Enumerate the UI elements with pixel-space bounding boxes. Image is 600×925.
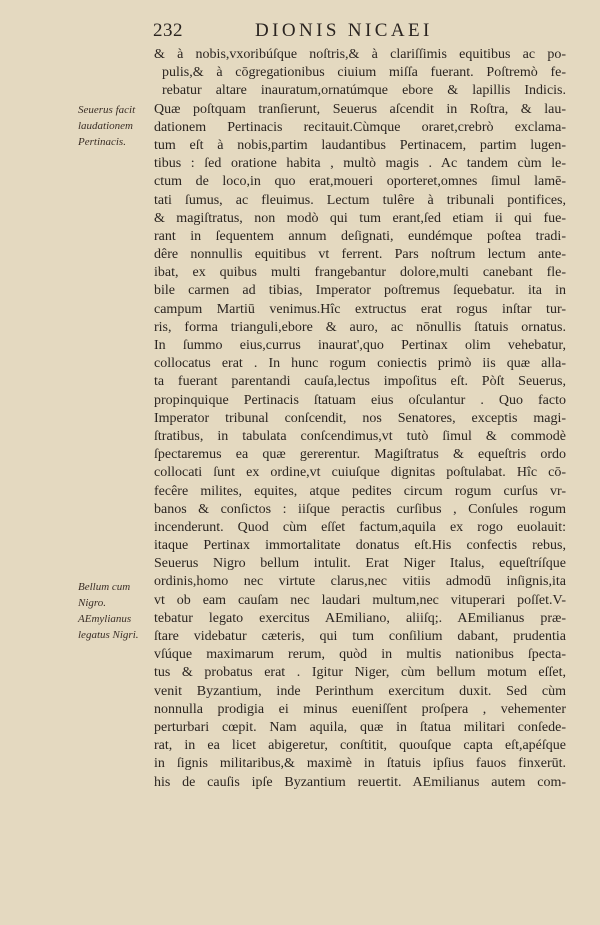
margin-note-line: Bellum cum bbox=[78, 581, 131, 593]
text-line: rat, in ea licet abigeretur, conſtitit, quouſque capta eſt,apéſque bbox=[154, 738, 566, 754]
margin-note-bellum bbox=[78, 579, 152, 611]
text-line: tati ſumus, ac fleuimus. Lectum tulêre à tribunali pontifices, bbox=[154, 192, 566, 208]
text-line: venit Byzantium, inde Perinthum exercitum duxit. Sed cùm bbox=[154, 683, 566, 699]
text-line: ris, forma trianguli,ebore & auro, ac nōnullis ſtatuis ornatus. bbox=[154, 319, 566, 335]
text-line: rebatur altare inauratum,ornatúmque ebore & lapillis Indicis. bbox=[162, 83, 566, 99]
text-line: vſúque maximarum rerum, quòd in multis nationibus ſpecta- bbox=[154, 647, 566, 663]
text-line: collocatus erat . In hunc rogum coniectis primò iis quæ alla- bbox=[154, 356, 566, 372]
text-line: ordinis,homo nec virtute clarus,nec vitiis admodū inſignis,ita bbox=[154, 574, 566, 590]
margin-note-line: legatus Nigri. bbox=[78, 629, 139, 641]
text-line: tibus : ſed oratione habita , multò magis . Ac tandem cùm le- bbox=[154, 156, 566, 172]
text-line: propinquique Pertinacis ſtatuam eius oſculantur . Quo facto bbox=[154, 392, 566, 408]
margin-note-line: Seuerus facit bbox=[78, 104, 136, 116]
margin-note-laudatio bbox=[78, 102, 152, 150]
text-line: his de cauſis ipſe Byzantium reuertit. AEmilianus autem com- bbox=[154, 774, 566, 790]
text-line: ſtratibus, in tabulata conſcendimus,vt tutò ſimul & commodè bbox=[154, 428, 566, 444]
text-line: ctum de loco,in quo erat,moueri oporteret,omnes ſimul lamē- bbox=[154, 174, 566, 190]
text-line: tus & probatus erat . Igitur Niger, cùm bellum motum eſſet, bbox=[154, 665, 566, 681]
text-line: ibat, ex quibus multi frangebantur dolore,multi canebant fle- bbox=[154, 265, 566, 281]
text-line: banos & conſictos : iiſque peractis curſibus , Conſules rogum bbox=[154, 501, 566, 517]
text-line: Seuerus Nigro bellum intulit. Erat Niger Italus, equeſtríſque bbox=[154, 556, 566, 572]
body-text bbox=[154, 46, 566, 792]
text-line: Imperator tribunal conſcendit, nos Senatores, exceptis magi- bbox=[154, 410, 566, 426]
text-line: perturbari cœpit. Nam aquila, quæ in ſtatua militari conſede- bbox=[154, 719, 566, 735]
text-line: Quæ poſtquam tranſierunt, Seuerus aſcendit in Roſtra, & lau- bbox=[154, 101, 566, 117]
text-line: ſtare videbatur cæteris, qui tum conſilium dabant, prudentia bbox=[154, 629, 566, 644]
text-line: ta fuerant parentandi cauſa,lectus impoſitus eſt. Pòſt Seuerus, bbox=[154, 374, 566, 390]
running-title: DIONIS NICAEI bbox=[255, 20, 433, 41]
text-line: nonnulla prodigia ei minus eueniſſent proſpera , vehementer bbox=[154, 701, 566, 717]
text-line: in ſignis militaribus,& maximè in ſtatuis ipſius fauos finxerūt. bbox=[154, 756, 566, 772]
page-number: 232 bbox=[153, 20, 183, 41]
text-line: incenderunt. Quod cùm eſſet factum,aquila ex rogo euolauit: bbox=[154, 519, 566, 535]
text-line: ſpectaremus ea quæ gererentur. Magiſtratus & equeſtris ordo bbox=[154, 447, 566, 463]
text-line: fecêre milites, equites, atque pedites circum rogum curſus vr- bbox=[154, 483, 566, 499]
margin-notes bbox=[0, 0, 150, 925]
text-line: dêre nonnullis equitibus vt ferrent. Pars noſtrum lectum ante- bbox=[154, 247, 566, 263]
text-line: dationem Pertinacis recitauit.Cùmque oraret,crebrò exclama- bbox=[154, 119, 566, 135]
text-line: pulis,& à cōgregationibus ciuium miſſa fuerant. Poſtremò fe- bbox=[162, 65, 566, 81]
text-line: & à nobis,vxoribúſque noſtris,& à clariſſimis equitibus ac po- bbox=[154, 47, 566, 62]
text-line: itaque Pertinax immortalitate donatus eſt.His confectis rebus, bbox=[154, 538, 566, 554]
margin-note-line: Nigro. bbox=[78, 597, 107, 609]
margin-note-aemylianus bbox=[78, 611, 152, 643]
text-line: campum Martiū venimus.Hîc extructus erat rogus inſtar tur- bbox=[154, 301, 566, 317]
text-line: tum eſt à nobis,partim laudantibus Pertinacem, partim lugen- bbox=[154, 137, 566, 153]
text-line: vt ob eam cauſam nec laudari multum,nec vituperari poſſet.V- bbox=[154, 592, 566, 608]
margin-note-line: Pertinacis. bbox=[78, 136, 126, 148]
text-line: In ſummo eius,currus inaurat',quo Pertinax olim vehebatur, bbox=[154, 338, 566, 353]
margin-note-line: AEmylianus bbox=[78, 613, 132, 625]
text-line: & magiſtratus, non modò qui tum erant,ſed etiam ii qui fue- bbox=[154, 210, 566, 226]
text-line: collocati ſunt ex ordine,vt cuiuſque dignitas poſtulabat. Hîc cō- bbox=[154, 465, 566, 481]
text-line: tebatur legato exercitus AEmiliano, aliiſq;. AEmilianus præ- bbox=[154, 610, 566, 626]
text-line: rant in ſequentem annum deſignati, eundémque poſtea tradi- bbox=[154, 228, 566, 244]
margin-note-line: laudationem bbox=[78, 120, 133, 132]
text-line: bile carmen ad tibias, Imperator poſtremus ſequebatur. ita in bbox=[154, 283, 566, 299]
